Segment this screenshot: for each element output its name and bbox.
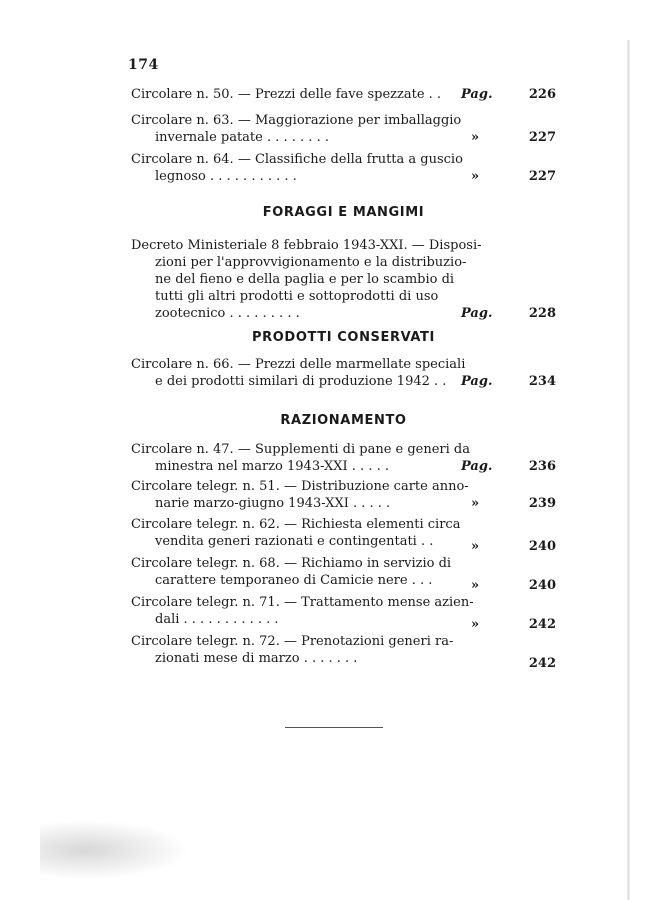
page-number-ref: 239: [528, 496, 556, 511]
ditto-mark: »: [471, 617, 480, 632]
page-label: Pag.: [461, 306, 493, 321]
entry-text: carattere temporaneo di Camicie nere . . .: [155, 573, 433, 588]
entry-text: Circolare n. 64. — Classifiche della frutta a guscio: [131, 152, 463, 167]
entry-text: Decreto Ministeriale 8 febbraio 1943-XXI. — Disposi-: [131, 238, 482, 253]
entry-text: Circolare telegr. n. 68. — Richiamo in servizio di: [131, 556, 452, 571]
entry-text: minestra nel marzo 1943-XXI . . . . .: [155, 459, 389, 474]
entry-text: narie marzo-giugno 1943-XXI . . . . .: [155, 496, 391, 511]
end-rule: [285, 727, 383, 728]
toc-entry: [131, 633, 556, 671]
entry-text: zioni per l'approvvigionamento e la distribuzio-: [155, 255, 467, 270]
page-number-ref: 240: [528, 578, 556, 593]
page-number-ref: 234: [528, 374, 556, 389]
page-label: Pag.: [461, 374, 493, 389]
page-label: Pag.: [461, 459, 493, 474]
ditto-mark: »: [471, 539, 480, 554]
page-number-ref: 242: [528, 617, 556, 632]
entry-text: e dei prodotti similari di produzione 1942 . .: [155, 374, 447, 389]
entry-text: Circolare telegr. n. 72. — Prenotazioni generi ra-: [131, 634, 454, 649]
entry-text: legnoso . . . . . . . . . . .: [155, 169, 297, 184]
entry-text: Circolare telegr. n. 71. — Trattamento mense azien-: [131, 595, 474, 610]
page-number-ref: 228: [528, 306, 556, 321]
toc-entry: [131, 478, 556, 512]
ditto-mark: »: [471, 169, 480, 184]
toc-entry: [131, 151, 556, 185]
entry-text: tutti gli altri prodotti e sottoprodotti di uso: [155, 289, 439, 304]
entry-text: Circolare n. 47. — Supplementi di pane e generi da: [131, 442, 470, 457]
entry-page-ref: [461, 129, 556, 146]
entry-text: ne del fieno e della paglia e per lo scambio di: [155, 272, 455, 287]
section-heading: PRODOTTI CONSERVATI: [252, 330, 435, 345]
page-number-ref: 240: [528, 539, 556, 554]
toc-entry: [131, 516, 556, 554]
entry-text: dali . . . . . . . . . . . .: [155, 612, 279, 627]
page-number-ref: 227: [528, 130, 556, 145]
toc-entry: [131, 555, 556, 593]
section-heading: FORAGGI E MANGIMI: [262, 205, 425, 220]
entry-page-ref: [461, 655, 556, 672]
ditto-mark: »: [471, 578, 480, 593]
ditto-mark: »: [471, 130, 480, 145]
toc-entry: [131, 356, 556, 390]
entry-text: Circolare n. 66. — Prezzi delle marmellate speciali: [131, 357, 466, 372]
page-number: 174: [128, 57, 159, 73]
ditto-mark: »: [471, 496, 480, 511]
entry-text: zootecnico . . . . . . . . .: [155, 306, 300, 321]
entry-text: Circolare n. 50. — Prezzi delle fave spezzate . .: [131, 87, 442, 102]
entry-page-ref: [461, 538, 556, 555]
page-number-ref: 226: [528, 87, 556, 102]
entry-page-ref: [461, 305, 556, 322]
page-number-ref: 227: [528, 169, 556, 184]
toc-entry: [131, 112, 556, 146]
page-number-ref: 242: [528, 656, 556, 671]
page-number-ref: 236: [528, 459, 556, 474]
toc-entry: [131, 86, 556, 103]
scan-smudge: [40, 820, 190, 880]
toc-entry: [131, 441, 556, 475]
entry-page-ref: [461, 577, 556, 594]
entry-page-ref: [461, 458, 556, 475]
entry-text: Circolare telegr. n. 62. — Richiesta elementi circa: [131, 517, 461, 532]
section-heading: RAZIONAMENTO: [280, 413, 407, 428]
entry-text: invernale patate . . . . . . . .: [155, 130, 329, 145]
toc-entry: [131, 594, 556, 632]
entry-page-ref: [461, 616, 556, 633]
entry-page-ref: [461, 86, 556, 103]
entry-page-ref: [461, 373, 556, 390]
entry-text: Circolare n. 63. — Maggiorazione per imballaggio: [131, 113, 462, 128]
toc-entry: [131, 237, 556, 322]
entry-text: vendita generi razionati e contingentati . .: [155, 534, 434, 549]
entry-page-ref: [461, 168, 556, 185]
entry-text: Circolare telegr. n. 51. — Distribuzione carte anno-: [131, 479, 469, 494]
entry-text: zionati mese di marzo . . . . . . .: [155, 651, 358, 666]
page-label: Pag.: [461, 87, 493, 102]
page-edge-shadow: [627, 40, 630, 900]
entry-page-ref: [461, 495, 556, 512]
